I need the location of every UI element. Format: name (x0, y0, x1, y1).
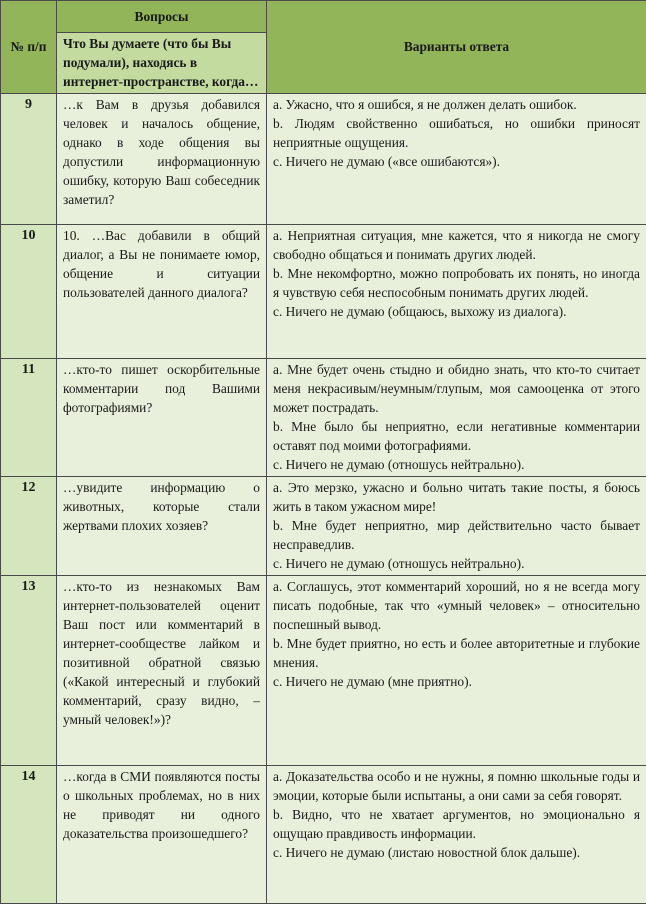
answer-option-c: c. Ничего не думаю (отношусь нейтрально). (273, 455, 640, 474)
answer-option-b: b. Мне будет неприятно, мир действительно часто бывает несправедлив. (273, 516, 640, 554)
question-cell: …кто-то пишет оскорбительные комментарии под Вашими фотографиями? (57, 359, 267, 477)
question-cell: …кто-то из незнакомых Вам интернет-пользователей оценит Ваш пост или комментарий в интернет-сообществе лайком и позитивной обратной связью («Какой интересный и глубокий комментарий, сразу видно, – умный человек!»)? (57, 576, 267, 766)
question-prompt-header: Что Вы думаете (что бы Вы подумали), находясь в интернет-пространстве, когда… (57, 33, 267, 94)
answers-cell (267, 94, 646, 225)
question-cell: …когда в СМИ появляются посты о школьных проблемах, но в них не приводят ни одного доказательства произошедшего? (57, 766, 267, 904)
answers-cell (267, 359, 646, 477)
row-number: 10 (1, 225, 57, 359)
answer-option-c: c. Ничего не думаю (общаюсь, выхожу из диалога). (273, 302, 640, 321)
question-cell: …увидите информацию о животных, которые стали жертвами плохих хозяев? (57, 477, 267, 576)
answer-option-c: c. Ничего не думаю («все ошибаются»). (273, 152, 640, 171)
table-header (1, 1, 646, 94)
answer-option-a: a. Это мерзко, ужасно и больно читать такие посты, я боюсь жить в таком ужасном мире! (273, 478, 640, 516)
row-number: 9 (1, 94, 57, 225)
answer-option-b: b. Видно, что не хватает аргументов, но эмоционально я ощущаю правдивость информации. (273, 805, 640, 843)
answer-option-a: a. Неприятная ситуация, мне кажется, что я никогда не смогу свободно общаться и понимать других людей. (273, 226, 640, 264)
question-cell: …к Вам в друзья добавился человек и началось общение, однако в ходе общения вы допустили информационную ошибку, которую Ваш собеседник заметил? (57, 94, 267, 225)
answer-option-c: c. Ничего не думаю (отношусь нейтрально). (273, 554, 640, 573)
answer-option-a: a. Ужасно, что я ошибся, я не должен делать ошибок. (273, 95, 640, 114)
answers-cell (267, 477, 646, 576)
table-row (1, 766, 646, 904)
table-body (1, 94, 646, 904)
answer-option-a: a. Мне будет очень стыдно и обидно знать, что кто-то считает меня некрасивым/неумным/глупым, моя самооценка от этого может пострадать. (273, 360, 640, 417)
answer-option-c: c. Ничего не думаю (листаю новостной блок дальше). (273, 843, 640, 862)
answers-cell (267, 225, 646, 359)
row-number: 12 (1, 477, 57, 576)
answer-option-a: a. Доказательства особо и не нужны, я помню школьные годы и эмоции, которые были испытаны, а они сами за себя говорят. (273, 767, 640, 805)
answer-option-c: c. Ничего не думаю (мне приятно). (273, 672, 640, 691)
row-number: 11 (1, 359, 57, 477)
questions-group-header: Вопросы (57, 1, 267, 33)
table-row (1, 225, 646, 359)
answer-option-b: b. Людям свойственно ошибаться, но ошибки приносят неприятные ощущения. (273, 114, 640, 152)
table-row (1, 576, 646, 766)
answer-option-b: b. Мне было бы неприятно, если негативные комментарии оставят под моими фотографиями. (273, 417, 640, 455)
answers-cell (267, 766, 646, 904)
row-number: 13 (1, 576, 57, 766)
row-number: 14 (1, 766, 57, 904)
table-row (1, 94, 646, 225)
question-cell: 10. …Вас добавили в общий диалог, а Вы не понимаете юмор, общение и ситуации пользователей данного диалога? (57, 225, 267, 359)
answers-cell (267, 576, 646, 766)
number-column-header: № п/п (1, 1, 57, 94)
answers-column-header: Варианты ответа (267, 1, 646, 94)
answer-option-a: a. Соглашусь, этот комментарий хороший, но я не всегда могу писать подобные, так что «умный человек» – относительно поспешный вывод. (273, 577, 640, 634)
answer-option-b: b. Мне некомфортно, можно попробовать их понять, но иногда я чувствую себя неспособным понимать других людей. (273, 264, 640, 302)
table-row (1, 477, 646, 576)
table-row (1, 359, 646, 477)
answer-option-b: b. Мне будет приятно, но есть и более авторитетные и глубокие мнения. (273, 634, 640, 672)
